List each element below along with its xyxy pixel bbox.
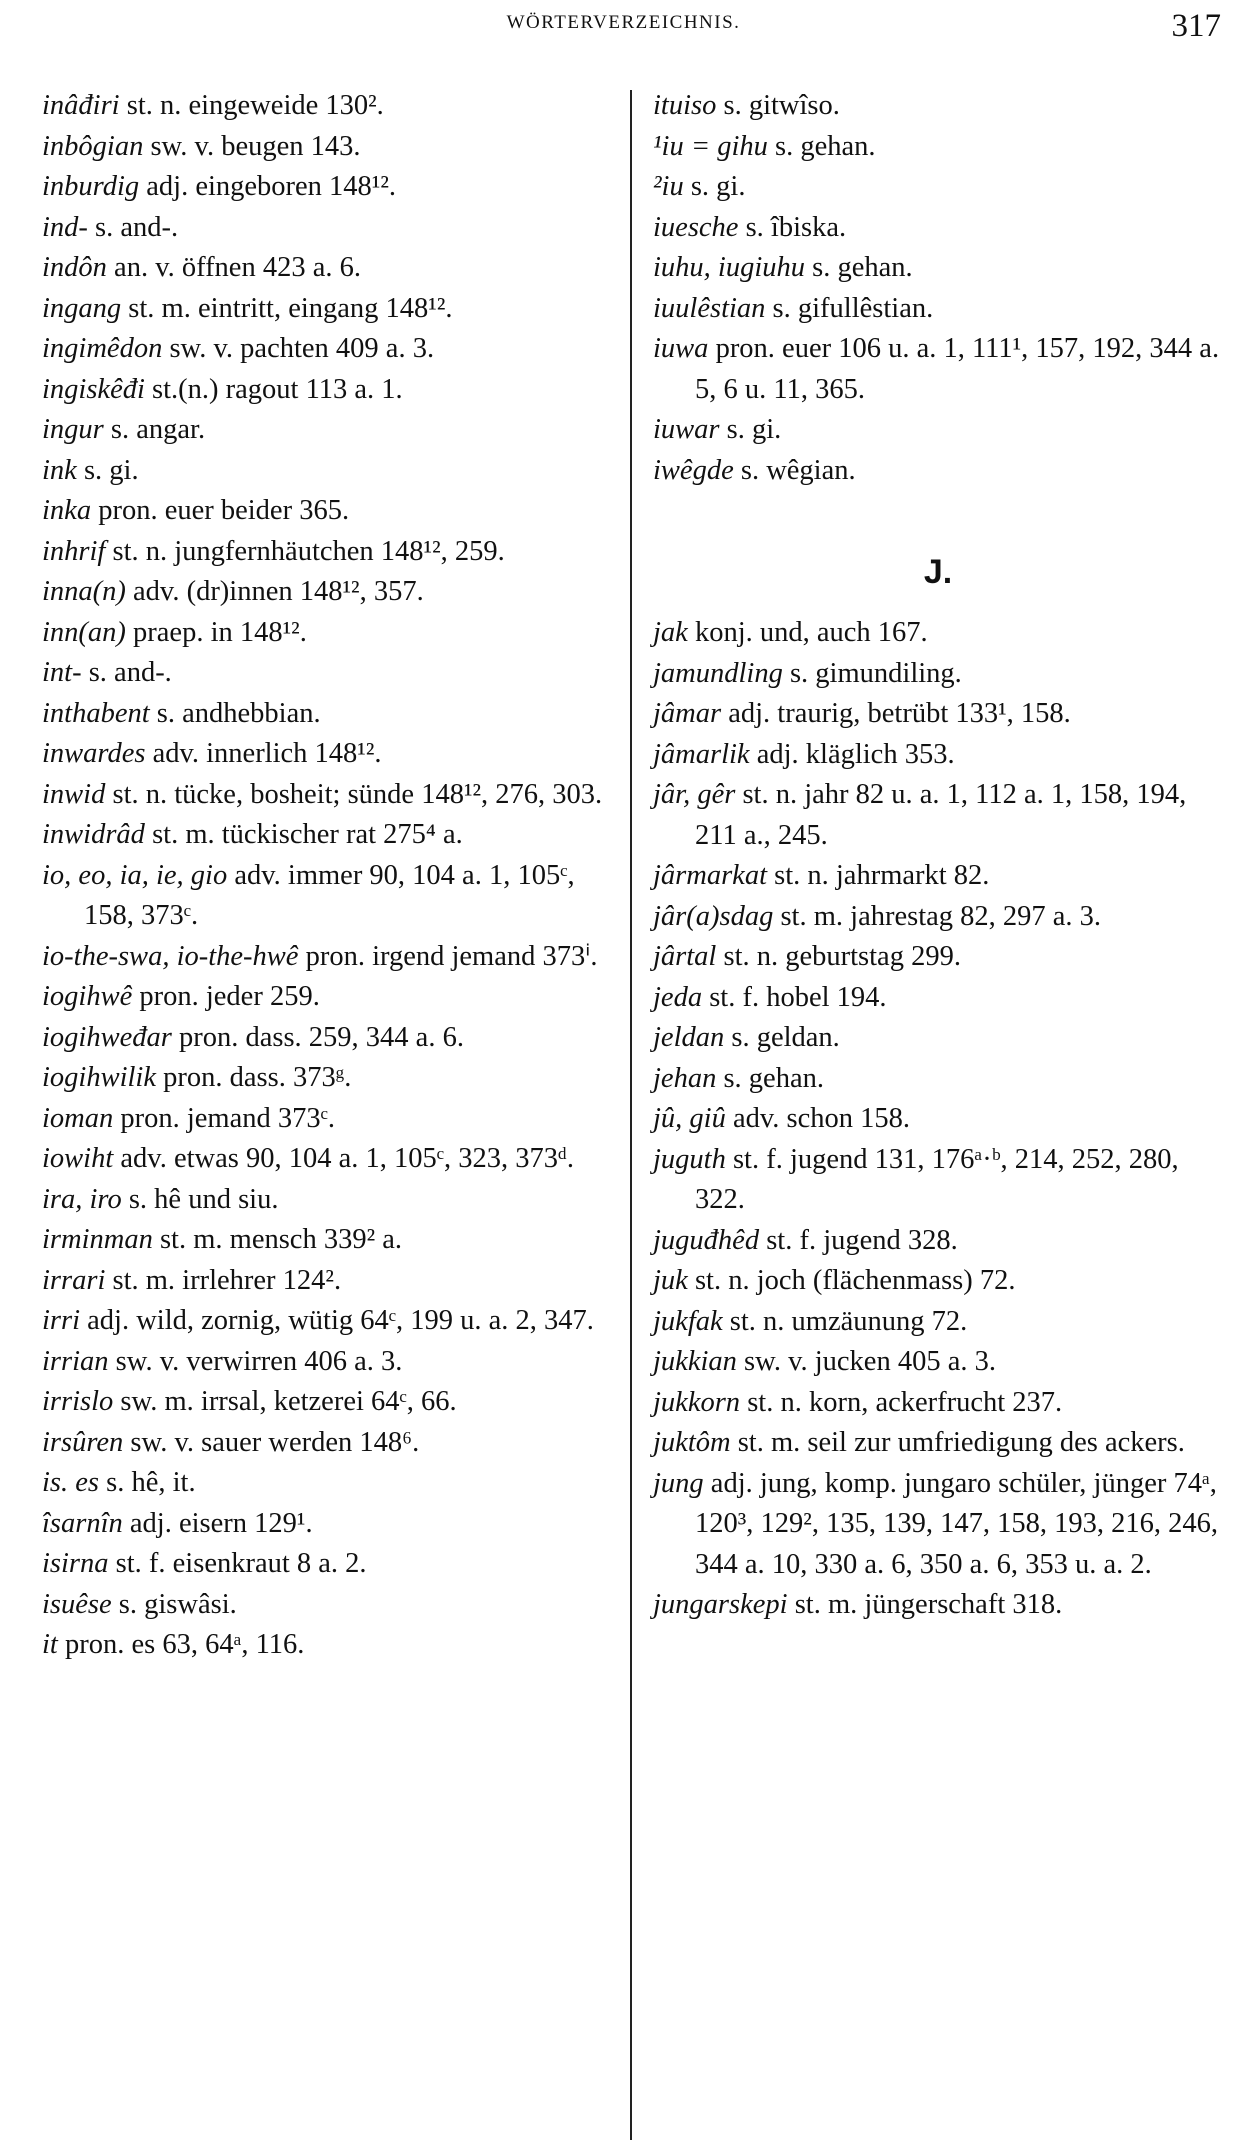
entry-headword: jungarskepi xyxy=(653,1589,788,1620)
entry-headword: iogihweđar xyxy=(42,1021,172,1053)
entry-headword: ingur xyxy=(42,414,104,445)
section-letter-heading: J. xyxy=(923,553,953,591)
entry-headword: jamundling xyxy=(653,657,783,689)
left-column xyxy=(42,86,612,1666)
entry-definition: adj. wild, zornig, wütig 64ᶜ, 199 u. a. 2, 347. xyxy=(80,1305,594,1336)
entry-headword: irri xyxy=(42,1305,81,1336)
entry-headword: inbôgian xyxy=(42,130,144,162)
entry-headword: jâmarlik xyxy=(653,738,750,770)
entry-headword: inâđiri xyxy=(42,90,120,121)
dictionary-entry xyxy=(653,1585,1223,1626)
dictionary-entry xyxy=(42,572,612,613)
dictionary-entry xyxy=(42,1585,612,1626)
dictionary-entry xyxy=(42,1625,612,1666)
entry-headword: is. es xyxy=(42,1467,99,1498)
dictionary-entry xyxy=(42,1099,612,1140)
entry-headword: indôn xyxy=(42,252,107,283)
dictionary-entry xyxy=(653,735,1223,776)
entry-definition: s. angar. xyxy=(103,414,206,445)
dictionary-entry xyxy=(42,1301,612,1342)
entry-definition: st. m. tückischer rat 275⁴ a. xyxy=(144,819,463,850)
entry-definition: st. m. seil zur umfriedigung des ackers. xyxy=(730,1427,1185,1458)
dictionary-entry xyxy=(42,1018,612,1059)
entry-definition: s. gehan. xyxy=(767,130,876,162)
dictionary-entry xyxy=(42,248,612,289)
entry-headword: jâr(a)sdag xyxy=(653,900,774,932)
dictionary-entry xyxy=(42,491,612,532)
entry-definition: st. n. geburtstag 299. xyxy=(716,941,961,972)
dictionary-entry xyxy=(42,451,612,492)
entry-definition: st. m. jahrestag 82, 297 a. 3. xyxy=(773,900,1102,932)
entry-definition: s. giswâsi. xyxy=(111,1588,237,1620)
entry-definition: s. andhebbian. xyxy=(149,697,321,729)
entry-definition: s. gimundiling. xyxy=(782,657,962,689)
entry-definition: st. m. jüngerschaft 318. xyxy=(787,1589,1063,1620)
entry-headword: ingimêdon xyxy=(42,333,163,364)
entry-definition: adv. etwas 90, 104 a. 1, 105ᶜ, 323, 373ᵈ. xyxy=(113,1143,575,1174)
entry-headword: jû, giû xyxy=(653,1103,726,1134)
dictionary-entry xyxy=(653,1302,1223,1343)
running-title: WÖRTERVERZEICHNIS. xyxy=(506,12,741,33)
dictionary-entry xyxy=(653,208,1223,249)
dictionary-entry xyxy=(653,1342,1223,1383)
dictionary-entry xyxy=(42,775,612,816)
dictionary-entry xyxy=(42,410,612,451)
entry-definition: st. n. umzäunung 72. xyxy=(722,1305,968,1337)
entry-headword: inburdig xyxy=(42,171,140,202)
dictionary-entry xyxy=(42,532,612,573)
entry-headword: iuulêstian xyxy=(653,292,766,324)
page-number: 317 xyxy=(1171,8,1221,44)
entry-definition: st. m. mensch 339² a. xyxy=(152,1224,403,1255)
entry-headword: inwardes xyxy=(42,738,146,769)
dictionary-entry xyxy=(42,1058,612,1099)
entry-headword: iwêgde xyxy=(653,454,734,486)
entry-headword: inna(n) xyxy=(42,576,126,607)
dictionary-entry xyxy=(653,451,1223,492)
entry-headword: inwid xyxy=(42,778,106,810)
entry-definition: st. n. jahrmarkt 82. xyxy=(767,860,990,891)
entry-definition: sw. v. jucken 405 a. 3. xyxy=(736,1346,996,1377)
entry-headword: jukkian xyxy=(653,1346,737,1377)
entry-headword: jak xyxy=(653,617,688,648)
dictionary-entry xyxy=(42,856,612,937)
entry-headword: iuwar xyxy=(653,414,720,445)
entry-definition: praep. in 148¹². xyxy=(125,616,307,648)
dictionary-entry xyxy=(42,977,612,1018)
dictionary-entry xyxy=(42,734,612,775)
dictionary-entry xyxy=(42,1220,612,1261)
dictionary-entry xyxy=(653,167,1223,208)
entry-definition: st. n. tücke, bosheit; sünde 148¹², 276, 303. xyxy=(105,778,603,810)
entry-definition: s. gehan. xyxy=(716,1062,824,1094)
dictionary-entry xyxy=(42,127,612,168)
entry-headword: jâmar xyxy=(653,698,722,729)
dictionary-entry xyxy=(42,1544,612,1585)
entry-headword: ind- xyxy=(42,211,88,243)
entry-definition: st. n. korn, ackerfrucht 237. xyxy=(740,1386,1063,1418)
dictionary-entry xyxy=(42,1423,612,1464)
entry-definition: st. n. joch (flächenmass) 72. xyxy=(687,1265,1016,1296)
entry-definition: s. gehan. xyxy=(805,252,913,283)
entry-definition: pron. dass. 259, 344 a. 6. xyxy=(171,1021,464,1053)
entry-definition: adj. eingeboren 148¹². xyxy=(139,171,397,202)
entry-headword: jârmarkat xyxy=(653,860,767,891)
dictionary-entry xyxy=(42,815,612,856)
entry-definition: s. geldan. xyxy=(724,1022,840,1053)
dictionary-entry xyxy=(653,1423,1223,1464)
entry-definition: s. gi. xyxy=(683,171,746,202)
dictionary-entry xyxy=(653,654,1223,695)
entry-definition: pron. jemand 373ᶜ. xyxy=(113,1102,336,1134)
dictionary-entry xyxy=(42,1382,612,1423)
entry-definition: adj. kläglich 353. xyxy=(749,738,955,770)
entry-headword: io, eo, ia, ie, gio xyxy=(42,859,228,891)
entry-definition: an. v. öffnen 423 a. 6. xyxy=(106,252,361,283)
entry-headword: irminman xyxy=(42,1224,153,1255)
dictionary-entry xyxy=(42,1261,612,1302)
right-column-top-entries xyxy=(653,86,1223,491)
entry-headword: ¹iu = gihu xyxy=(653,130,768,162)
entry-headword: inka xyxy=(42,495,92,526)
dictionary-entry xyxy=(653,1059,1223,1100)
entry-definition: adj. jung, komp. jungaro schüler, jünger 74ᵃ, 120³, 129², 135, 139, 147, 158, 193, 216, 246, 344 a. 10, 330 a. 6, 350 a. 6, 353 u. a. 2. xyxy=(695,1467,1218,1580)
entry-headword: irrari xyxy=(42,1264,106,1296)
entry-headword: juktôm xyxy=(653,1427,731,1458)
entry-definition: adv. innerlich 148¹². xyxy=(145,738,382,769)
entry-headword: jung xyxy=(653,1467,704,1499)
dictionary-entry xyxy=(42,167,612,208)
dictionary-entry xyxy=(42,289,612,330)
entry-headword: iuesche xyxy=(653,211,739,243)
entry-definition: st. f. jugend 328. xyxy=(759,1224,958,1256)
entry-headword: irsûren xyxy=(42,1426,124,1458)
entry-headword: ingiskêđi xyxy=(42,373,145,405)
entry-definition: sw. v. sauer werden 148⁶. xyxy=(123,1426,420,1458)
entry-definition: st.(n.) ragout 113 a. 1. xyxy=(144,373,403,405)
entry-headword: ingang xyxy=(42,292,122,324)
entry-definition: st. f. hobel 194. xyxy=(702,981,887,1013)
entry-headword: iuwa xyxy=(653,333,709,364)
entry-definition: st. f. jugend 131, 176ᵃ·ᵇ, 214, 252, 280, 322. xyxy=(695,1143,1179,1215)
dictionary-entry xyxy=(653,248,1223,289)
dictionary-entry xyxy=(653,937,1223,978)
dictionary-entry xyxy=(653,329,1223,410)
page-header xyxy=(0,8,1247,54)
entry-headword: inthabent xyxy=(42,697,150,729)
entry-headword: juguth xyxy=(653,1143,726,1175)
dictionary-entry xyxy=(42,937,612,978)
entry-headword: irrislo xyxy=(42,1386,114,1417)
dictionary-entry xyxy=(42,694,612,735)
entry-headword: inhrif xyxy=(42,535,106,567)
entry-definition: pron. es 63, 64ᵃ, 116. xyxy=(57,1629,305,1660)
column-divider xyxy=(630,90,632,2140)
entry-headword: ink xyxy=(42,454,77,486)
dictionary-entry xyxy=(653,1261,1223,1302)
right-column-bottom-entries xyxy=(653,613,1223,1626)
dictionary-entry xyxy=(42,1139,612,1180)
dictionary-entry xyxy=(42,1342,612,1383)
entry-definition: s. gi. xyxy=(719,414,782,445)
entry-definition: st. f. eisenkraut 8 a. 2. xyxy=(108,1548,367,1579)
entry-definition: pron. irgend jemand 373ⁱ. xyxy=(298,940,598,972)
dictionary-entry xyxy=(653,1383,1223,1424)
dictionary-entry xyxy=(42,208,612,249)
entry-definition: adj. eisern 129¹. xyxy=(122,1507,313,1539)
dictionary-entry xyxy=(653,1099,1223,1140)
entry-headword: îsarnîn xyxy=(42,1507,123,1539)
dictionary-entry xyxy=(653,127,1223,168)
entry-definition: s. hê und siu. xyxy=(121,1183,279,1215)
dictionary-entry xyxy=(653,1221,1223,1262)
entry-definition: pron. dass. 373ᵍ. xyxy=(156,1062,352,1093)
dictionary-entry xyxy=(42,86,612,127)
entry-definition: st. m. irrlehrer 124². xyxy=(105,1264,342,1296)
entry-headword: ioman xyxy=(42,1102,114,1134)
entry-headword: jâr, gêr xyxy=(653,779,736,810)
dictionary-entry xyxy=(653,1140,1223,1221)
entry-definition: pron. euer 106 u. a. 1, 111¹, 157, 192, 344 a. 5, 6 u. 11, 365. xyxy=(695,333,1220,405)
dictionary-entry xyxy=(42,1504,612,1545)
entry-headword: inwidrâd xyxy=(42,819,145,850)
dictionary-entry xyxy=(653,613,1223,654)
entry-headword: iogihwê xyxy=(42,981,133,1012)
entry-headword: jârtal xyxy=(653,941,717,972)
entry-headword: jehan xyxy=(653,1062,717,1094)
entry-headword: iuhu, iugiuhu xyxy=(653,252,806,283)
dictionary-entry xyxy=(42,370,612,411)
entry-headword: juguđhêd xyxy=(653,1224,760,1256)
entry-headword: ²iu xyxy=(653,171,684,202)
entry-headword: juk xyxy=(653,1265,688,1296)
entry-definition: s. gifullêstian. xyxy=(765,292,934,324)
dictionary-entry xyxy=(42,653,612,694)
entry-headword: jukfak xyxy=(653,1305,723,1337)
dictionary-entry xyxy=(42,1180,612,1221)
entry-headword: inn(an) xyxy=(42,616,126,648)
entry-headword: jeldan xyxy=(653,1022,725,1053)
dictionary-entry xyxy=(653,289,1223,330)
entry-definition: sw. m. irrsal, ketzerei 64ᶜ, 66. xyxy=(113,1386,457,1417)
entry-headword: isuêse xyxy=(42,1588,112,1620)
dictionary-entry xyxy=(42,1463,612,1504)
dictionary-entry xyxy=(653,978,1223,1019)
entry-definition: s. hê, it. xyxy=(99,1467,196,1498)
entry-definition: sw. v. pachten 409 a. 3. xyxy=(162,333,435,364)
entry-headword: isirna xyxy=(42,1548,109,1579)
dictionary-entry xyxy=(653,1018,1223,1059)
entry-definition: pron. euer beider 365. xyxy=(91,495,350,526)
entry-definition: st. n. eingeweide 130². xyxy=(119,90,384,121)
entry-definition: sw. v. verwirren 406 a. 3. xyxy=(108,1345,403,1377)
entry-definition: adv. immer 90, 104 a. 1, 105ᶜ, 158, 373ᶜ. xyxy=(84,859,575,931)
entry-headword: io-the-swa, io-the-hwê xyxy=(42,940,299,972)
entry-definition: adv. (dr)innen 148¹², 357. xyxy=(125,576,424,607)
entry-definition: s. gitwîso. xyxy=(716,90,840,121)
dictionary-entry xyxy=(653,1464,1223,1586)
entry-headword: iogihwilik xyxy=(42,1062,156,1093)
entry-definition: st. n. jahr 82 u. a. 1, 112 a. 1, 158, 194, 211 a., 245. xyxy=(695,779,1187,851)
dictionary-entry xyxy=(653,410,1223,451)
entry-headword: ira, iro xyxy=(42,1183,122,1215)
entry-definition: pron. jeder 259. xyxy=(132,981,320,1012)
entry-headword: jukkorn xyxy=(653,1386,741,1418)
entry-definition: st. n. jungfernhäutchen 148¹², 259. xyxy=(105,535,505,567)
dictionary-entry xyxy=(653,856,1223,897)
entry-definition: s. wêgian. xyxy=(733,454,856,486)
entry-definition: s. gi. xyxy=(76,454,139,486)
entry-headword: jeda xyxy=(653,981,703,1013)
entry-headword: ituiso xyxy=(653,90,717,121)
dictionary-entry xyxy=(42,329,612,370)
dictionary-entry xyxy=(653,775,1223,856)
entry-definition: st. m. eintritt, eingang 148¹². xyxy=(121,292,453,324)
entry-definition: adv. schon 158. xyxy=(725,1103,911,1134)
entry-definition: s. and-. xyxy=(81,657,172,688)
dictionary-entry xyxy=(42,613,612,654)
dictionary-entry xyxy=(653,694,1223,735)
entry-definition: s. îbiska. xyxy=(738,211,847,243)
right-column xyxy=(653,86,1223,1626)
entry-headword: irrian xyxy=(42,1345,109,1377)
entry-definition: s. and-. xyxy=(87,211,179,243)
entry-definition: konj. und, auch 167. xyxy=(687,617,928,648)
entry-headword: it xyxy=(42,1629,58,1660)
entry-definition: adj. traurig, betrübt 133¹, 158. xyxy=(721,698,1071,729)
dictionary-entry xyxy=(653,86,1223,127)
entry-headword: int- xyxy=(42,657,82,688)
entry-headword: iowiht xyxy=(42,1143,114,1174)
entry-definition: sw. v. beugen 143. xyxy=(143,130,361,162)
dictionary-entry xyxy=(653,897,1223,938)
